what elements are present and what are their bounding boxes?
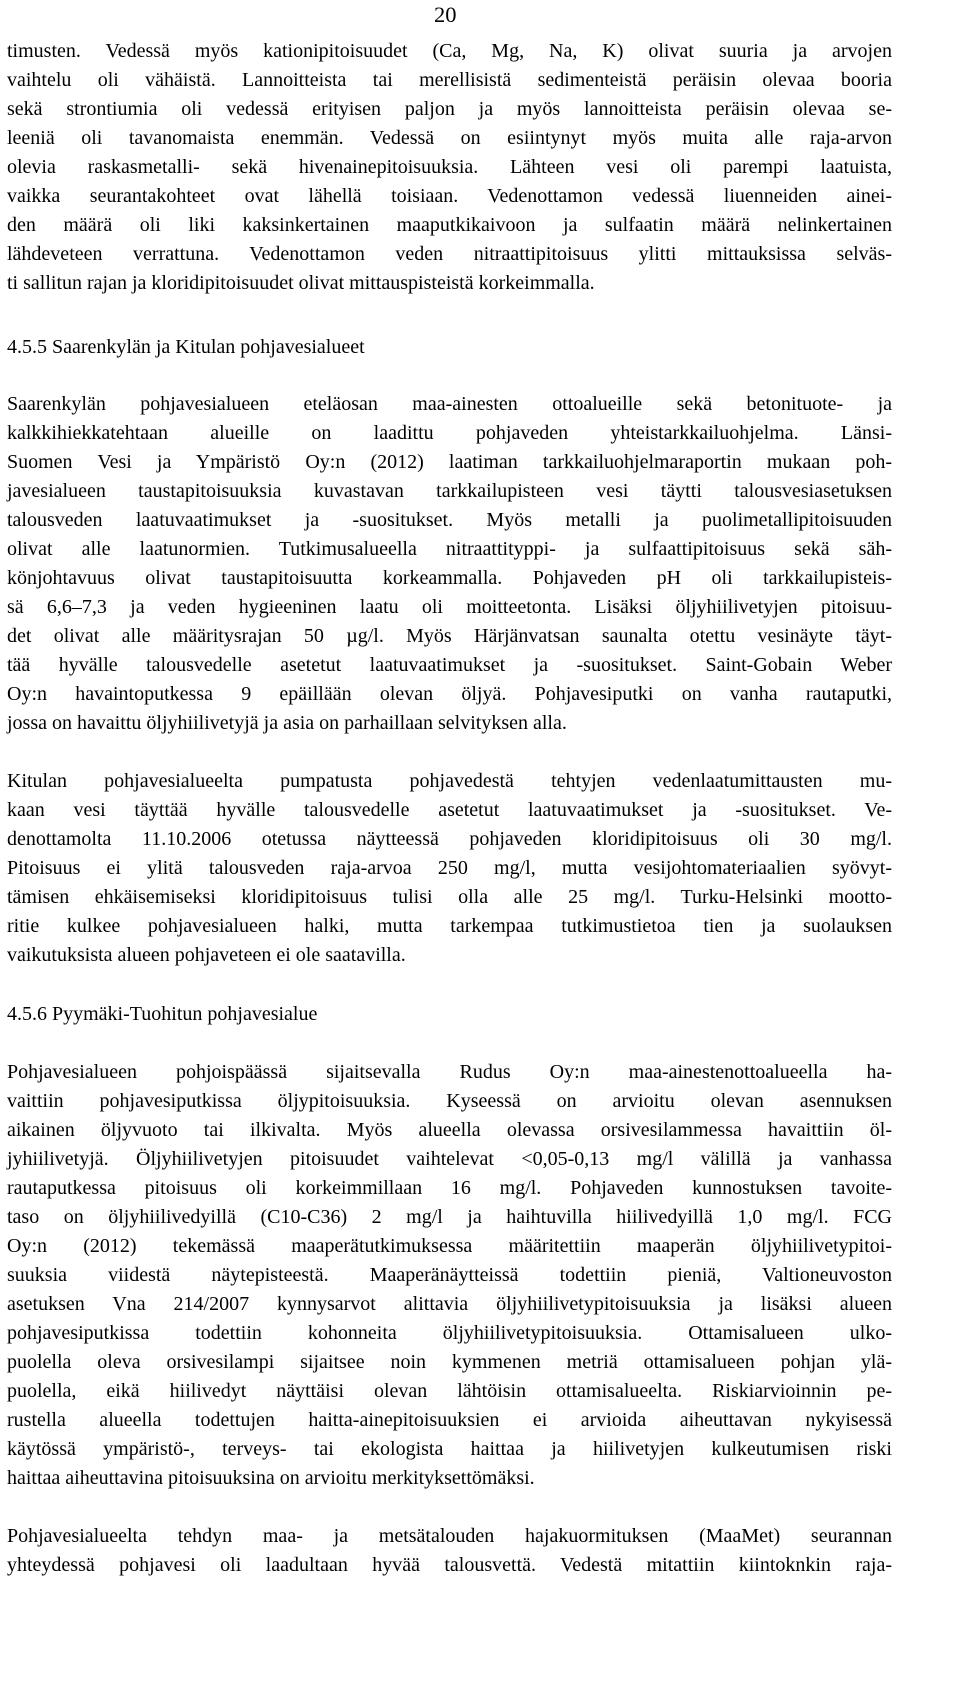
text-line: kaan vesi täyttää hyvälle talousvedelle asetetut laatuvaatimukset ja -suositukset. Ve- xyxy=(7,799,892,821)
text-line: jossa on havaittu öljyhiilivetyjä ja asia on parhaillaan selvityksen alla. xyxy=(7,712,567,734)
text-line: ritie kulkee pohjavesialueen halki, mutta tarkempaa tutkimustietoa tien ja suolauksen xyxy=(7,915,892,937)
text-line: könjohtavuus olivat taustapitoisuutta korkeammalla. Pohjaveden pH oli tarkkailupisteis- xyxy=(7,567,892,589)
text-line: tää hyvälle talousvedelle asetetut laatuvaatimukset ja -suositukset. Saint-Gobain Weber xyxy=(7,654,892,676)
text-line: ti sallitun rajan ja kloridipitoisuudet olivat mittauspisteistä korkeimmalla. xyxy=(7,272,595,294)
text-line: vaikka seurantakohteet ovat lähellä toisiaan. Vedenottamon vedessä liuenneiden ainei- xyxy=(7,185,892,207)
text-line: sä 6,6–7,3 ja veden hygieeninen laatu oli moitteetonta. Lisäksi öljyhiilivetyjen pitoisuu- xyxy=(7,596,892,618)
text-line: kalkkihiekkatehtaan alueille on laadittu pohjaveden yhteistarkkailuohjelma. Länsi- xyxy=(7,422,892,444)
text-line: Kitulan pohjavesialueelta pumpatusta pohjavedestä tehtyjen vedenlaatumittausten mu- xyxy=(7,770,892,792)
text-line: rustella alueella todettujen haitta-ainepitoisuuksien ei arvioida aiheuttavan nykyisessä xyxy=(7,1409,892,1431)
text-line: tämisen ehkäisemiseksi kloridipitoisuus tulisi olla alle 25 mg/l. Turku-Helsinki mootto- xyxy=(7,886,892,908)
text-line: rautaputkessa pitoisuus oli korkeimmillaan 16 mg/l. Pohjaveden kunnostuksen tavoite- xyxy=(7,1177,892,1199)
text-line: det olivat alle määritysrajan 50 µg/l. Myös Härjänvatsan saunalta otettu vesinäyte täyt- xyxy=(7,625,892,647)
text-line: pohjavesiputkissa todettiin kohonneita öljyhiilivetypitoisuuksia. Ottamisalueen ulko- xyxy=(7,1322,892,1344)
text-line: olivat alle laatunormien. Tutkimusalueella nitraattityppi- ja sulfaattipitoisuus sekä säh- xyxy=(7,538,892,560)
text-line: vaittiin pohjavesiputkissa öljypitoisuuksia. Kyseessä on arvioitu olevan asennuksen xyxy=(7,1090,892,1112)
text-line: puolella oleva orsivesilampi sijaitsee noin kymmenen metriä ottamisalueen pohjan ylä- xyxy=(7,1351,892,1373)
text-line: denottamolta 11.10.2006 otetussa näytteessä pohjaveden kloridipitoisuus oli 30 mg/l. xyxy=(7,828,892,850)
heading-text: 4.5.5 Saarenkylän ja Kitulan pohjavesialueet xyxy=(7,336,365,358)
text-line: yhteydessä pohjavesi oli laadultaan hyvää talousvettä. Vedestä mitattiin kiintoknkin raja- xyxy=(7,1554,892,1576)
text-line: timusten. Vedessä myös kationipitoisuudet (Ca, Mg, Na, K) olivat suuria ja arvojen xyxy=(7,40,892,62)
text-line: asetuksen Vna 214/2007 kynnysarvot alittavia öljyhiilivetypitoisuuksia ja lisäksi alueen xyxy=(7,1293,892,1315)
text-line: Saarenkylän pohjavesialueen eteläosan maa-ainesten ottoalueille sekä betonituote- ja xyxy=(7,393,892,415)
text-line: Pohjavesialueen pohjoispäässä sijaitsevalla Rudus Oy:n maa-ainestenottoalueella ha- xyxy=(7,1061,892,1083)
text-line: Suomen Vesi ja Ympäristö Oy:n (2012) laatiman tarkkailuohjelmaraportin mukaan poh- xyxy=(7,451,892,473)
text-line: haittaa aiheuttavina pitoisuuksina on arvioitu merkityksettömäksi. xyxy=(7,1467,535,1489)
text-line: Pitoisuus ei ylitä talousveden raja-arvoa 250 mg/l, mutta vesijohtomateriaalien syövyt- xyxy=(7,857,892,879)
text-line: talousveden laatuvaatimukset ja -suositukset. Myös metalli ja puolimetallipitoisuuden xyxy=(7,509,892,531)
page-number: 20 xyxy=(434,2,457,27)
text-line: den määrä oli liki kaksinkertainen maaputkikaivoon ja sulfaatin määrä nelinkertainen xyxy=(7,214,892,236)
text-line: käytössä ympäristö-, terveys- tai ekologista haittaa ja hiilivetyjen kulkeutumisen riski xyxy=(7,1438,892,1460)
text-line: vaihtelu oli vähäistä. Lannoitteista tai merellisistä sedimenteistä peräisin olevaa booria xyxy=(7,69,892,91)
text-line: olevia raskasmetalli- sekä hivenainepitoisuuksia. Lähteen vesi oli parempi laatuista, xyxy=(7,156,892,178)
text-line: suuksia viidestä näytepisteestä. Maaperänäytteissä todettiin pieniä, Valtioneuvoston xyxy=(7,1264,892,1286)
text-line: taso on öljyhiilivedyillä (C10-C36) 2 mg/l ja haihtuvilla hiilivedyillä 1,0 mg/l. FCG xyxy=(7,1206,892,1228)
text-line: leeniä oli tavanomaista enemmän. Vedessä on esiintynyt myös muita alle raja-arvon xyxy=(7,127,892,149)
text-line: Oy:n (2012) tekemässä maaperätutkimuksessa määritettiin maaperän öljyhiilivetypitoi- xyxy=(7,1235,892,1257)
text-line: javesialueen taustapitoisuuksia kuvastavan tarkkailupisteen vesi täytti talousvesiasetuksen xyxy=(7,480,892,502)
text-line: Oy:n havaintoputkessa 9 epäillään olevan öljyä. Pohjavesiputki on vanha rautaputki, xyxy=(7,683,892,705)
heading-text: 4.5.6 Pyymäki-Tuohitun pohjavesialue xyxy=(7,1003,318,1025)
text-line: sekä strontiumia oli vedessä erityisen paljon ja myös lannoitteista peräisin olevaa se- xyxy=(7,98,892,120)
text-line: puolella, eikä hiilivedyt näyttäisi olevan lähtöisin ottamisalueelta. Riskiarvioinnin pe- xyxy=(7,1380,892,1402)
text-line: Pohjavesialueelta tehdyn maa- ja metsätalouden hajakuormituksen (MaaMet) seurannan xyxy=(7,1525,892,1547)
text-line: jyhiilivetyjä. Öljyhiilivetyjen pitoisuudet vaihtelevat <0,05-0,13 mg/l välillä ja vanhassa xyxy=(7,1148,892,1170)
text-line: vaikutuksista alueen pohjaveteen ei ole saatavilla. xyxy=(7,944,406,966)
text-line: lähdeveteen verrattuna. Vedenottamon veden nitraattipitoisuus ylitti mittauksissa selväs- xyxy=(7,243,892,265)
text-line: aikainen öljyvuoto tai ilkivalta. Myös alueella olevassa orsivesilammessa havaittiin öl- xyxy=(7,1119,892,1141)
